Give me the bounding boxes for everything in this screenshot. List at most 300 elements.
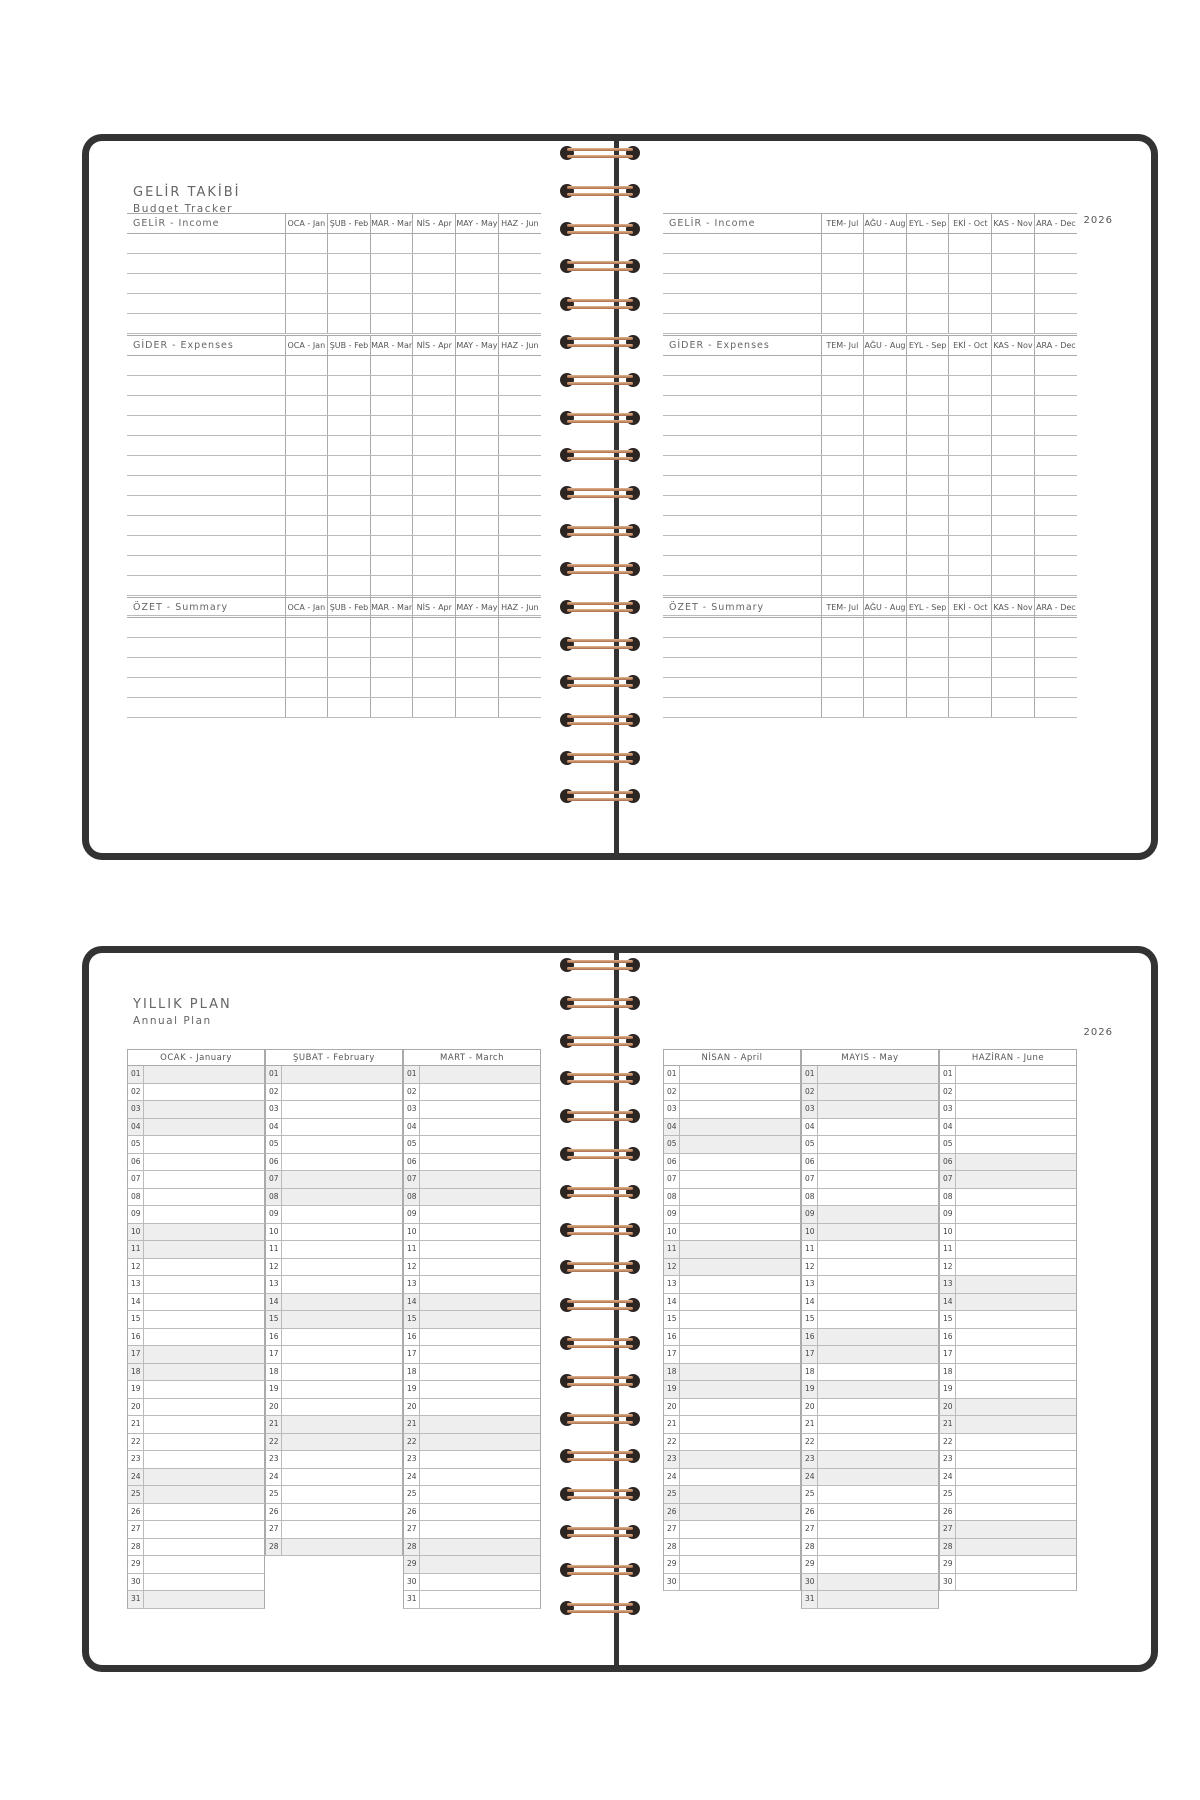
day-row[interactable] bbox=[801, 1416, 939, 1434]
day-entry[interactable] bbox=[144, 1206, 264, 1223]
day-entry[interactable] bbox=[818, 1521, 938, 1538]
day-row[interactable] bbox=[663, 1119, 801, 1137]
entry-cell[interactable] bbox=[328, 638, 371, 658]
entry-cell[interactable] bbox=[328, 678, 371, 698]
day-row[interactable] bbox=[801, 1539, 939, 1557]
entry-cell[interactable] bbox=[663, 638, 821, 658]
day-row[interactable] bbox=[801, 1346, 939, 1364]
day-row[interactable] bbox=[403, 1539, 541, 1557]
day-row[interactable] bbox=[801, 1521, 939, 1539]
day-row[interactable] bbox=[663, 1066, 801, 1084]
day-entry[interactable] bbox=[680, 1224, 800, 1241]
day-entry[interactable] bbox=[956, 1469, 1076, 1486]
day-entry[interactable] bbox=[144, 1119, 264, 1136]
day-row[interactable] bbox=[939, 1224, 1077, 1242]
day-entry[interactable] bbox=[956, 1504, 1076, 1521]
day-entry[interactable] bbox=[282, 1381, 402, 1398]
entry-cell[interactable] bbox=[663, 274, 821, 294]
day-row[interactable] bbox=[403, 1276, 541, 1294]
day-row[interactable] bbox=[801, 1311, 939, 1329]
day-entry[interactable] bbox=[818, 1311, 938, 1328]
day-row[interactable] bbox=[663, 1311, 801, 1329]
entry-cell[interactable] bbox=[663, 556, 821, 576]
day-entry[interactable] bbox=[818, 1434, 938, 1451]
entry-cell[interactable] bbox=[370, 274, 413, 294]
day-row[interactable] bbox=[939, 1294, 1077, 1312]
day-row[interactable] bbox=[663, 1504, 801, 1522]
entry-cell[interactable] bbox=[413, 416, 456, 436]
entry-cell[interactable] bbox=[821, 294, 864, 314]
entry-cell[interactable] bbox=[456, 516, 499, 536]
day-row[interactable] bbox=[801, 1469, 939, 1487]
entry-cell[interactable] bbox=[285, 396, 328, 416]
day-entry[interactable] bbox=[144, 1434, 264, 1451]
entry-cell[interactable] bbox=[370, 254, 413, 274]
entry-cell[interactable] bbox=[1034, 678, 1077, 698]
entry-cell[interactable] bbox=[127, 698, 285, 718]
entry-cell[interactable] bbox=[906, 234, 949, 254]
day-entry[interactable] bbox=[818, 1259, 938, 1276]
entry-cell[interactable] bbox=[285, 376, 328, 396]
day-entry[interactable] bbox=[818, 1346, 938, 1363]
day-row[interactable] bbox=[939, 1451, 1077, 1469]
day-row[interactable] bbox=[801, 1171, 939, 1189]
day-entry[interactable] bbox=[956, 1066, 1076, 1083]
entry-cell[interactable] bbox=[1034, 234, 1077, 254]
entry-cell[interactable] bbox=[370, 234, 413, 254]
entry-cell[interactable] bbox=[456, 638, 499, 658]
day-row[interactable] bbox=[663, 1416, 801, 1434]
day-row[interactable] bbox=[801, 1066, 939, 1084]
entry-cell[interactable] bbox=[370, 314, 413, 334]
entry-cell[interactable] bbox=[127, 516, 285, 536]
entry-cell[interactable] bbox=[949, 294, 992, 314]
entry-cell[interactable] bbox=[1034, 294, 1077, 314]
day-row[interactable] bbox=[939, 1189, 1077, 1207]
entry-cell[interactable] bbox=[864, 456, 907, 476]
entry-cell[interactable] bbox=[370, 536, 413, 556]
entry-cell[interactable] bbox=[370, 356, 413, 376]
day-row[interactable] bbox=[127, 1364, 265, 1382]
entry-cell[interactable] bbox=[456, 436, 499, 456]
day-row[interactable] bbox=[403, 1154, 541, 1172]
entry-cell[interactable] bbox=[413, 294, 456, 314]
day-row[interactable] bbox=[403, 1469, 541, 1487]
day-entry[interactable] bbox=[818, 1556, 938, 1573]
entry-cell[interactable] bbox=[413, 234, 456, 254]
entry-cell[interactable] bbox=[285, 294, 328, 314]
day-entry[interactable] bbox=[956, 1364, 1076, 1381]
entry-cell[interactable] bbox=[663, 516, 821, 536]
day-row[interactable] bbox=[265, 1171, 403, 1189]
day-entry[interactable] bbox=[956, 1416, 1076, 1433]
entry-cell[interactable] bbox=[821, 638, 864, 658]
day-row[interactable] bbox=[939, 1329, 1077, 1347]
day-entry[interactable] bbox=[680, 1101, 800, 1118]
entry-cell[interactable] bbox=[663, 678, 821, 698]
day-entry[interactable] bbox=[420, 1539, 540, 1556]
day-entry[interactable] bbox=[282, 1399, 402, 1416]
day-row[interactable] bbox=[127, 1084, 265, 1102]
day-entry[interactable] bbox=[282, 1416, 402, 1433]
day-row[interactable] bbox=[663, 1084, 801, 1102]
entry-cell[interactable] bbox=[821, 516, 864, 536]
day-entry[interactable] bbox=[956, 1136, 1076, 1153]
day-entry[interactable] bbox=[420, 1434, 540, 1451]
day-row[interactable] bbox=[403, 1241, 541, 1259]
entry-cell[interactable] bbox=[413, 456, 456, 476]
day-entry[interactable] bbox=[420, 1416, 540, 1433]
day-row[interactable] bbox=[265, 1066, 403, 1084]
entry-cell[interactable] bbox=[328, 698, 371, 718]
day-row[interactable] bbox=[403, 1451, 541, 1469]
day-entry[interactable] bbox=[144, 1311, 264, 1328]
day-row[interactable] bbox=[265, 1119, 403, 1137]
entry-cell[interactable] bbox=[821, 476, 864, 496]
entry-cell[interactable] bbox=[992, 416, 1035, 436]
entry-cell[interactable] bbox=[949, 536, 992, 556]
day-row[interactable] bbox=[801, 1294, 939, 1312]
entry-cell[interactable] bbox=[821, 556, 864, 576]
entry-cell[interactable] bbox=[413, 658, 456, 678]
day-row[interactable] bbox=[939, 1364, 1077, 1382]
entry-cell[interactable] bbox=[821, 536, 864, 556]
day-entry[interactable] bbox=[282, 1451, 402, 1468]
day-entry[interactable] bbox=[680, 1171, 800, 1188]
day-row[interactable] bbox=[663, 1556, 801, 1574]
entry-cell[interactable] bbox=[949, 618, 992, 638]
entry-cell[interactable] bbox=[949, 658, 992, 678]
day-row[interactable] bbox=[663, 1469, 801, 1487]
entry-cell[interactable] bbox=[906, 476, 949, 496]
entry-cell[interactable] bbox=[370, 456, 413, 476]
entry-cell[interactable] bbox=[992, 638, 1035, 658]
day-row[interactable] bbox=[663, 1136, 801, 1154]
day-row[interactable] bbox=[801, 1189, 939, 1207]
entry-cell[interactable] bbox=[285, 678, 328, 698]
day-row[interactable] bbox=[403, 1434, 541, 1452]
entry-cell[interactable] bbox=[413, 476, 456, 496]
entry-cell[interactable] bbox=[127, 456, 285, 476]
entry-cell[interactable] bbox=[285, 314, 328, 334]
day-row[interactable] bbox=[663, 1364, 801, 1382]
day-entry[interactable] bbox=[956, 1539, 1076, 1556]
day-entry[interactable] bbox=[956, 1276, 1076, 1293]
day-entry[interactable] bbox=[956, 1119, 1076, 1136]
day-entry[interactable] bbox=[144, 1521, 264, 1538]
day-row[interactable] bbox=[939, 1259, 1077, 1277]
entry-cell[interactable] bbox=[864, 618, 907, 638]
day-row[interactable] bbox=[127, 1101, 265, 1119]
day-entry[interactable] bbox=[144, 1084, 264, 1101]
entry-cell[interactable] bbox=[127, 436, 285, 456]
entry-cell[interactable] bbox=[864, 496, 907, 516]
day-entry[interactable] bbox=[818, 1574, 938, 1591]
entry-cell[interactable] bbox=[498, 536, 541, 556]
entry-cell[interactable] bbox=[127, 356, 285, 376]
entry-cell[interactable] bbox=[328, 476, 371, 496]
day-row[interactable] bbox=[265, 1189, 403, 1207]
entry-cell[interactable] bbox=[949, 516, 992, 536]
entry-cell[interactable] bbox=[328, 576, 371, 596]
day-row[interactable] bbox=[939, 1084, 1077, 1102]
day-row[interactable] bbox=[127, 1189, 265, 1207]
day-entry[interactable] bbox=[144, 1189, 264, 1206]
entry-cell[interactable] bbox=[864, 274, 907, 294]
entry-cell[interactable] bbox=[413, 496, 456, 516]
entry-cell[interactable] bbox=[821, 254, 864, 274]
entry-cell[interactable] bbox=[992, 254, 1035, 274]
day-row[interactable] bbox=[265, 1224, 403, 1242]
entry-cell[interactable] bbox=[992, 476, 1035, 496]
day-row[interactable] bbox=[403, 1504, 541, 1522]
day-entry[interactable] bbox=[956, 1556, 1076, 1573]
day-entry[interactable] bbox=[144, 1294, 264, 1311]
entry-cell[interactable] bbox=[992, 396, 1035, 416]
day-entry[interactable] bbox=[680, 1451, 800, 1468]
entry-cell[interactable] bbox=[949, 416, 992, 436]
day-entry[interactable] bbox=[282, 1504, 402, 1521]
day-entry[interactable] bbox=[420, 1101, 540, 1118]
entry-cell[interactable] bbox=[949, 376, 992, 396]
entry-cell[interactable] bbox=[821, 658, 864, 678]
entry-cell[interactable] bbox=[413, 436, 456, 456]
day-entry[interactable] bbox=[420, 1066, 540, 1083]
entry-cell[interactable] bbox=[127, 496, 285, 516]
entry-cell[interactable] bbox=[285, 658, 328, 678]
day-row[interactable] bbox=[939, 1556, 1077, 1574]
day-entry[interactable] bbox=[956, 1311, 1076, 1328]
day-row[interactable] bbox=[265, 1434, 403, 1452]
day-entry[interactable] bbox=[956, 1084, 1076, 1101]
entry-cell[interactable] bbox=[328, 234, 371, 254]
entry-cell[interactable] bbox=[906, 356, 949, 376]
entry-cell[interactable] bbox=[1034, 638, 1077, 658]
day-entry[interactable] bbox=[144, 1451, 264, 1468]
entry-cell[interactable] bbox=[456, 294, 499, 314]
day-entry[interactable] bbox=[956, 1154, 1076, 1171]
entry-cell[interactable] bbox=[906, 658, 949, 678]
entry-cell[interactable] bbox=[456, 456, 499, 476]
entry-cell[interactable] bbox=[328, 294, 371, 314]
day-row[interactable] bbox=[801, 1119, 939, 1137]
entry-cell[interactable] bbox=[906, 576, 949, 596]
day-row[interactable] bbox=[265, 1381, 403, 1399]
entry-cell[interactable] bbox=[864, 536, 907, 556]
day-row[interactable] bbox=[801, 1329, 939, 1347]
entry-cell[interactable] bbox=[413, 698, 456, 718]
entry-cell[interactable] bbox=[285, 516, 328, 536]
entry-cell[interactable] bbox=[285, 618, 328, 638]
entry-cell[interactable] bbox=[328, 274, 371, 294]
day-row[interactable] bbox=[939, 1469, 1077, 1487]
day-entry[interactable] bbox=[144, 1171, 264, 1188]
entry-cell[interactable] bbox=[864, 576, 907, 596]
entry-cell[interactable] bbox=[456, 556, 499, 576]
entry-cell[interactable] bbox=[328, 658, 371, 678]
entry-cell[interactable] bbox=[992, 496, 1035, 516]
day-row[interactable] bbox=[801, 1224, 939, 1242]
entry-cell[interactable] bbox=[663, 376, 821, 396]
entry-cell[interactable] bbox=[906, 416, 949, 436]
entry-cell[interactable] bbox=[127, 294, 285, 314]
day-entry[interactable] bbox=[680, 1294, 800, 1311]
day-row[interactable] bbox=[265, 1136, 403, 1154]
entry-cell[interactable] bbox=[864, 638, 907, 658]
day-row[interactable] bbox=[265, 1101, 403, 1119]
entry-cell[interactable] bbox=[821, 356, 864, 376]
day-entry[interactable] bbox=[680, 1364, 800, 1381]
day-entry[interactable] bbox=[818, 1206, 938, 1223]
day-row[interactable] bbox=[663, 1486, 801, 1504]
entry-cell[interactable] bbox=[906, 254, 949, 274]
day-entry[interactable] bbox=[420, 1521, 540, 1538]
entry-cell[interactable] bbox=[992, 376, 1035, 396]
day-row[interactable] bbox=[801, 1504, 939, 1522]
entry-cell[interactable] bbox=[285, 576, 328, 596]
entry-cell[interactable] bbox=[498, 658, 541, 678]
entry-cell[interactable] bbox=[949, 496, 992, 516]
day-row[interactable] bbox=[939, 1574, 1077, 1592]
day-entry[interactable] bbox=[956, 1434, 1076, 1451]
day-row[interactable] bbox=[663, 1381, 801, 1399]
day-entry[interactable] bbox=[282, 1241, 402, 1258]
day-entry[interactable] bbox=[680, 1381, 800, 1398]
entry-cell[interactable] bbox=[663, 536, 821, 556]
day-entry[interactable] bbox=[144, 1364, 264, 1381]
entry-cell[interactable] bbox=[328, 416, 371, 436]
entry-cell[interactable] bbox=[285, 536, 328, 556]
entry-cell[interactable] bbox=[456, 274, 499, 294]
day-entry[interactable] bbox=[818, 1329, 938, 1346]
entry-cell[interactable] bbox=[498, 436, 541, 456]
day-row[interactable] bbox=[801, 1591, 939, 1609]
day-row[interactable] bbox=[939, 1381, 1077, 1399]
day-entry[interactable] bbox=[282, 1329, 402, 1346]
day-entry[interactable] bbox=[420, 1591, 540, 1608]
entry-cell[interactable] bbox=[821, 496, 864, 516]
day-row[interactable] bbox=[403, 1084, 541, 1102]
day-row[interactable] bbox=[663, 1189, 801, 1207]
entry-cell[interactable] bbox=[992, 678, 1035, 698]
entry-cell[interactable] bbox=[498, 294, 541, 314]
entry-cell[interactable] bbox=[1034, 436, 1077, 456]
entry-cell[interactable] bbox=[949, 396, 992, 416]
entry-cell[interactable] bbox=[328, 436, 371, 456]
entry-cell[interactable] bbox=[663, 456, 821, 476]
entry-cell[interactable] bbox=[906, 456, 949, 476]
day-entry[interactable] bbox=[680, 1259, 800, 1276]
day-entry[interactable] bbox=[680, 1399, 800, 1416]
entry-cell[interactable] bbox=[285, 476, 328, 496]
entry-cell[interactable] bbox=[821, 234, 864, 254]
day-entry[interactable] bbox=[420, 1364, 540, 1381]
day-entry[interactable] bbox=[818, 1084, 938, 1101]
entry-cell[interactable] bbox=[864, 556, 907, 576]
entry-cell[interactable] bbox=[1034, 274, 1077, 294]
entry-cell[interactable] bbox=[127, 536, 285, 556]
entry-cell[interactable] bbox=[992, 536, 1035, 556]
entry-cell[interactable] bbox=[413, 376, 456, 396]
entry-cell[interactable] bbox=[821, 456, 864, 476]
day-entry[interactable] bbox=[144, 1346, 264, 1363]
entry-cell[interactable] bbox=[906, 496, 949, 516]
entry-cell[interactable] bbox=[328, 356, 371, 376]
entry-cell[interactable] bbox=[663, 436, 821, 456]
entry-cell[interactable] bbox=[864, 376, 907, 396]
day-entry[interactable] bbox=[818, 1171, 938, 1188]
day-row[interactable] bbox=[801, 1276, 939, 1294]
day-row[interactable] bbox=[127, 1451, 265, 1469]
day-entry[interactable] bbox=[282, 1154, 402, 1171]
entry-cell[interactable] bbox=[498, 416, 541, 436]
entry-cell[interactable] bbox=[663, 496, 821, 516]
day-entry[interactable] bbox=[420, 1346, 540, 1363]
day-entry[interactable] bbox=[420, 1381, 540, 1398]
entry-cell[interactable] bbox=[949, 234, 992, 254]
entry-cell[interactable] bbox=[992, 234, 1035, 254]
entry-cell[interactable] bbox=[498, 376, 541, 396]
day-entry[interactable] bbox=[956, 1574, 1076, 1591]
entry-cell[interactable] bbox=[498, 516, 541, 536]
day-entry[interactable] bbox=[420, 1329, 540, 1346]
day-entry[interactable] bbox=[282, 1206, 402, 1223]
day-entry[interactable] bbox=[956, 1171, 1076, 1188]
entry-cell[interactable] bbox=[1034, 698, 1077, 718]
day-entry[interactable] bbox=[956, 1224, 1076, 1241]
day-entry[interactable] bbox=[818, 1101, 938, 1118]
entry-cell[interactable] bbox=[864, 678, 907, 698]
day-row[interactable] bbox=[265, 1521, 403, 1539]
day-entry[interactable] bbox=[282, 1171, 402, 1188]
day-entry[interactable] bbox=[818, 1154, 938, 1171]
entry-cell[interactable] bbox=[413, 678, 456, 698]
entry-cell[interactable] bbox=[992, 556, 1035, 576]
day-entry[interactable] bbox=[680, 1486, 800, 1503]
day-entry[interactable] bbox=[680, 1539, 800, 1556]
day-entry[interactable] bbox=[144, 1381, 264, 1398]
entry-cell[interactable] bbox=[413, 576, 456, 596]
day-row[interactable] bbox=[663, 1539, 801, 1557]
day-row[interactable] bbox=[127, 1171, 265, 1189]
entry-cell[interactable] bbox=[328, 516, 371, 536]
entry-cell[interactable] bbox=[949, 456, 992, 476]
day-entry[interactable] bbox=[144, 1259, 264, 1276]
entry-cell[interactable] bbox=[663, 658, 821, 678]
entry-cell[interactable] bbox=[821, 274, 864, 294]
day-row[interactable] bbox=[663, 1399, 801, 1417]
day-row[interactable] bbox=[663, 1224, 801, 1242]
day-row[interactable] bbox=[127, 1136, 265, 1154]
entry-cell[interactable] bbox=[663, 618, 821, 638]
day-row[interactable] bbox=[265, 1346, 403, 1364]
day-row[interactable] bbox=[801, 1206, 939, 1224]
day-entry[interactable] bbox=[144, 1591, 264, 1608]
day-entry[interactable] bbox=[420, 1136, 540, 1153]
day-entry[interactable] bbox=[420, 1469, 540, 1486]
day-entry[interactable] bbox=[420, 1189, 540, 1206]
day-row[interactable] bbox=[663, 1451, 801, 1469]
day-entry[interactable] bbox=[818, 1539, 938, 1556]
entry-cell[interactable] bbox=[328, 496, 371, 516]
day-entry[interactable] bbox=[282, 1486, 402, 1503]
day-row[interactable] bbox=[127, 1276, 265, 1294]
entry-cell[interactable] bbox=[370, 698, 413, 718]
day-row[interactable] bbox=[801, 1399, 939, 1417]
day-entry[interactable] bbox=[956, 1486, 1076, 1503]
entry-cell[interactable] bbox=[413, 556, 456, 576]
entry-cell[interactable] bbox=[285, 638, 328, 658]
